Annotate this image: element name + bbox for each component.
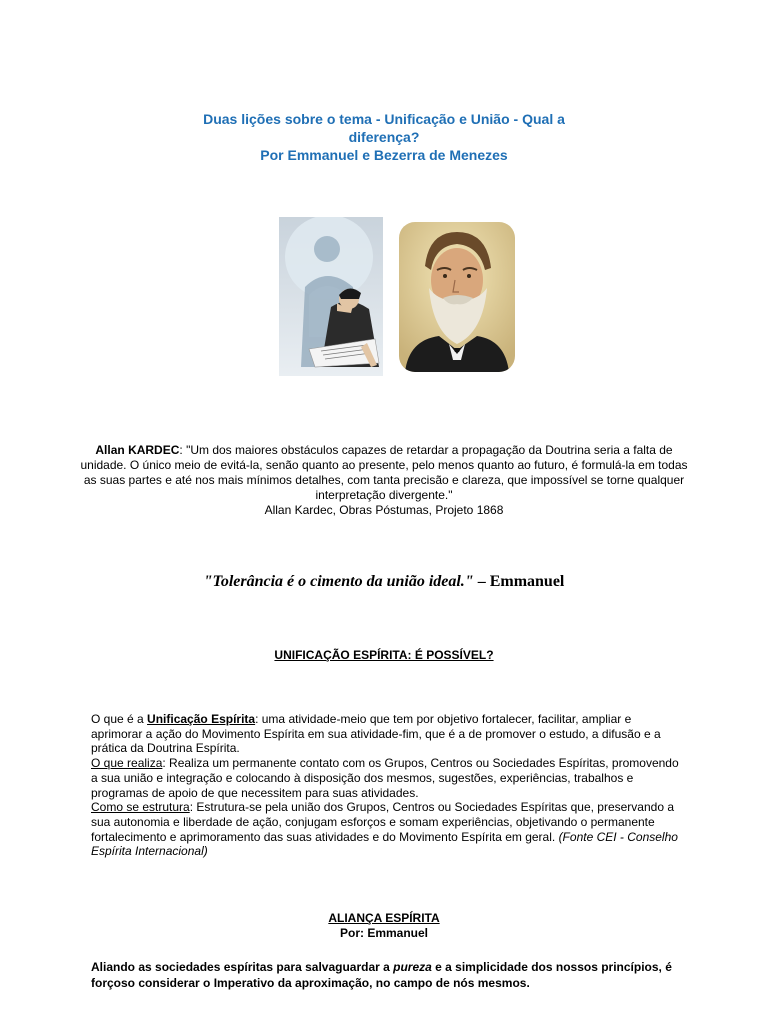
p3-source: (Fonte CEI - Conselho Espírita Internacional) xyxy=(91,829,678,859)
unificacao-heading: UNIFICAÇÃO ESPÍRITA: É POSSÍVEL? xyxy=(274,648,494,662)
p1-text: : uma atividade-meio que tem por objetivo fortalecer, facilitar, ampliar e aprimorar a ação do Movimento Espírita em sua atividade-fim, que é a de promover o estudo, a difusão e a prática da Doutrina Espírita. xyxy=(91,712,661,756)
tolerancia-text: "Tolerância é o cimento da união ideal." xyxy=(203,573,474,590)
document-title xyxy=(0,110,768,164)
emmanuel-illustration xyxy=(279,217,383,376)
tolerancia-author: – Emmanuel xyxy=(473,573,565,590)
alianca-p1-a: Aliando as sociedades espíritas para salvaguardar a xyxy=(91,960,394,974)
como-se-estrutura-label: Como se estrutura xyxy=(91,800,190,815)
tolerancia-quote xyxy=(0,573,768,591)
bezerra-portrait xyxy=(399,222,515,372)
unificacao-body xyxy=(91,712,681,859)
p1-prefix: O que é a xyxy=(91,712,148,726)
kardec-quote-text: : "Um dos maiores obstáculos capazes de retardar a propagação da Doutrina seria a falta de unidade. O único meio de evitá-la, senão quanto ao presente, pelo menos quanto ao futuro, é formulá-la em todas as suas partes e até nos mais mínimos detalhes, com tanta precisão e clareza, que impossível se torne qualquer interpretação divergente." xyxy=(80,443,688,502)
title-line-1: Duas lições sobre o tema - Unificação e União - Qual a xyxy=(203,111,565,127)
title-line-2: diferença? xyxy=(348,129,420,145)
p3-text: : Estrutura-se pela união dos Grupos, Centros ou Sociedades Espíritas que, preservando a sua autonomia e liberdade de ação, conjugam esforços e somam experiências, objetivando o permanente fortalecimento e aprimoramento das suas atividades e do Movimento Espírita em geral. xyxy=(91,800,674,844)
p2-text: : Realiza um permanente contato com os Grupos, Centros ou Sociedades Espíritas, promovendo a sua união e integração e colocando à disposição dos mesmos, sugestões, experiências, trabalhos e programas de apoio de que necessitem para suas atividades. xyxy=(91,756,679,800)
kardec-source: Allan Kardec, Obras Póstumas, Projeto 1868 xyxy=(264,503,504,517)
unificacao-term: Unificação Espírita xyxy=(147,712,256,726)
kardec-author: Allan KARDEC xyxy=(95,443,180,457)
alianca-heading: ALIANÇA ESPÍRITA xyxy=(328,911,440,925)
alianca-p1-b: e a simplicidade dos nossos princípios, é forçoso considerar o Imperativo da aproximação, no campo de nós mesmos. xyxy=(91,960,672,990)
alianca-byline: Por: Emmanuel xyxy=(339,926,429,940)
alianca-p1-italic: pureza xyxy=(393,960,432,974)
o-que-realiza-label: O que realiza xyxy=(91,756,163,771)
kardec-quote xyxy=(80,443,688,518)
title-line-3: Por Emmanuel e Bezerra de Menezes xyxy=(260,147,508,163)
alianca-paragraph xyxy=(91,960,681,991)
